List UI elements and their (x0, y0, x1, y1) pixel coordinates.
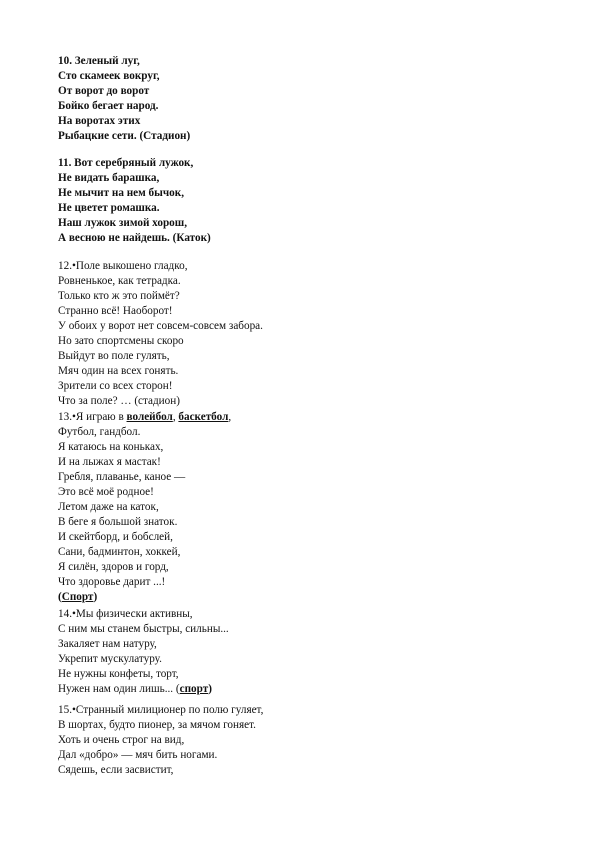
riddle-line: От ворот до ворот (58, 85, 150, 97)
riddle-answer-line (58, 682, 538, 697)
riddle-line: Сани, бадминтон, хоккей, (58, 546, 181, 558)
riddle-line: У обоих у ворот нет совсем-совсем забора. (58, 320, 263, 332)
riddle-12 (58, 259, 538, 409)
riddle-line: А весною не найдешь. (Каток) (58, 232, 211, 244)
separator-text: , (172, 411, 179, 423)
paren-open: ( (58, 591, 62, 603)
riddle-10 (58, 54, 538, 144)
riddle-answer-line (58, 590, 538, 605)
riddle-line: И скейтборд, и бобслей, (58, 531, 173, 543)
riddle-answer: спорт (179, 683, 209, 695)
riddle-line: Выйдут во поле гулять, (58, 350, 170, 362)
riddle-text: 13.•Я играю в (58, 411, 127, 423)
riddle-line: 12.•Поле выкошено гладко, (58, 260, 188, 272)
keyword-basketball: баскетбол (178, 411, 229, 423)
riddle-text: , (228, 411, 232, 423)
riddle-line: Хоть и очень строг на вид, (58, 734, 185, 746)
riddle-line: Не нужны конфеты, торт, (58, 668, 179, 680)
riddle-line: Футбол, гандбол. (58, 426, 141, 438)
riddle-line: И на лыжах я мастак! (58, 456, 161, 468)
paren-close: ) (93, 591, 98, 603)
riddle-line: Но зато спортсмены скоро (58, 335, 184, 347)
riddle-line: Закаляет нам натуру, (58, 638, 157, 650)
riddle-line: Не мычит на нем бычок, (58, 187, 185, 199)
riddle-line: Ровненькое, как тетрадка. (58, 275, 181, 287)
riddle-15 (58, 703, 538, 778)
riddle-line: 14.•Мы физически активны, (58, 608, 193, 620)
riddle-text: Нужен нам один лишь... ( (58, 683, 180, 695)
riddle-line: На воротах этих (58, 115, 141, 127)
riddle-14 (58, 607, 538, 697)
riddle-line: Бойко бегает народ. (58, 100, 159, 112)
riddle-line: Странно всё! Наоборот! (58, 305, 173, 317)
riddle-line: 15.•Странный милиционер по полю гуляет, (58, 704, 264, 716)
riddle-line: Я катаюсь на коньках, (58, 441, 164, 453)
riddle-line: Не цветет ромашка. (58, 202, 160, 214)
riddle-line: Мяч один на всех гонять. (58, 365, 179, 377)
riddle-line: В шортах, будто пионер, за мячом гоняет. (58, 719, 256, 731)
riddle-line: 11. Вот серебряный лужок, (58, 157, 194, 169)
riddle-line: С ним мы станем быстры, сильны... (58, 623, 229, 635)
riddle-line: Я силён, здоров и горд, (58, 561, 169, 573)
riddle-line: Сядешь, если засвистит, (58, 764, 174, 776)
riddle-line: Это всё моё родное! (58, 486, 154, 498)
riddle-13 (58, 410, 538, 605)
riddle-answer: Спорт (61, 591, 94, 603)
riddle-line: Летом даже на каток, (58, 501, 159, 513)
paren-close: ) (208, 683, 212, 695)
riddle-line: Не видать барашка, (58, 172, 160, 184)
riddle-line: Только кто ж это поймёт? (58, 290, 180, 302)
riddle-line (58, 410, 538, 425)
keyword-volleyball: волейбол (126, 411, 173, 423)
riddle-line: 10. Зеленый луг, (58, 55, 140, 67)
riddle-line: Зрители со всех сторон! (58, 380, 173, 392)
riddle-line: Укрепит мускулатуру. (58, 653, 162, 665)
riddle-line: Гребля, плаванье, каное — (58, 471, 186, 483)
riddle-line: Что здоровье дарит ...! (58, 576, 166, 588)
riddle-11 (58, 156, 538, 246)
riddle-line: В беге я большой знаток. (58, 516, 178, 528)
riddle-line: Наш лужок зимой хорош, (58, 217, 187, 229)
riddle-line: Дал «добро» — мяч бить ногами. (58, 749, 218, 761)
riddle-line: Сто скамеек вокруг, (58, 70, 160, 82)
riddle-line: Рыбацкие сети. (Стадион) (58, 130, 191, 142)
riddle-line: Что за поле? … (стадион) (58, 395, 180, 407)
